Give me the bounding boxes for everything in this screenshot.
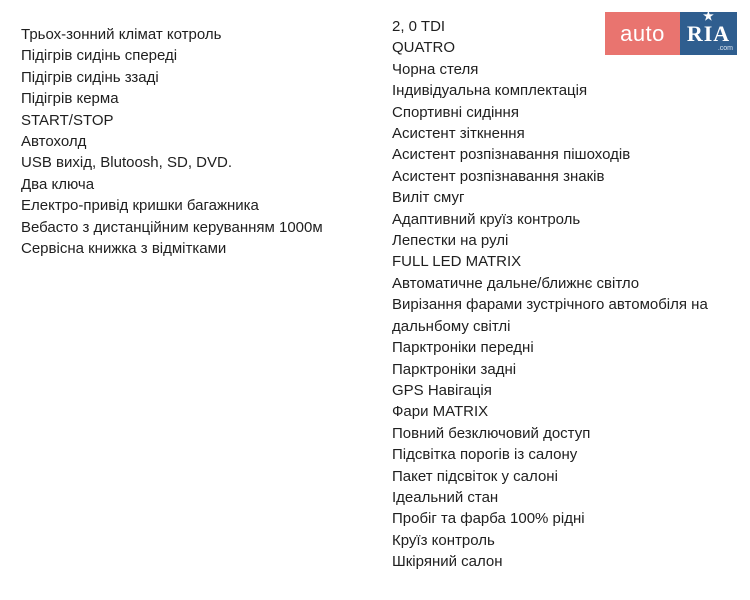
feature-item: 2, 0 TDI — [392, 18, 446, 35]
left-features-list — [21, 24, 348, 259]
feature-item: Фари MATRIX — [392, 403, 489, 421]
feature-item: Виліт смуг — [392, 189, 465, 207]
feature-item: Вебасто з дистанційним керуванням 1000м — [21, 218, 323, 236]
feature-item: Автоматичне дальне/ближнє світло — [392, 274, 640, 292]
logo-ria-part — [680, 9, 737, 55]
feature-item: Асистент розпізнавання знаків — [392, 167, 605, 185]
feature-item: Шкіряний салон — [392, 553, 503, 571]
feature-item: Пакет підсвіток у салоні — [392, 467, 558, 485]
feature-item: USB вихід, Blutoosh, SD, DVD. — [21, 154, 232, 172]
feature-item: Сервісна книжка з відмітками — [21, 240, 227, 258]
feature-item: Парктроніки задні — [392, 360, 517, 378]
feature-item: GPS Навігація — [392, 381, 492, 399]
feature-item: Електро-привід кришки багажника — [21, 197, 259, 215]
feature-item: FULL LED MATRIX — [392, 253, 522, 271]
feature-item: Адаптивний круїз контроль — [392, 210, 581, 228]
feature-item: Підігрів сидінь ззаді — [21, 68, 159, 86]
feature-item: Два ключа — [21, 175, 95, 193]
feature-item: Круїз контроль — [392, 531, 495, 549]
feature-item: Вирізання фарами зустрічного автомобіля на дальнбому світлі — [392, 296, 708, 335]
feature-item: Підігрів сидінь спереді — [21, 47, 178, 65]
feature-item: Трьох-зонний клімат котроль — [21, 26, 222, 43]
feature-item: Спортивні сидіння — [392, 103, 519, 121]
feature-item: Індивідуальна комплектація — [392, 82, 588, 100]
logo-ria-text: RIA — [686, 21, 731, 46]
feature-item: Повний безключовий доступ — [392, 424, 591, 442]
feature-item: Чорна стеля — [392, 60, 479, 78]
feature-item: Ідеальний стан — [392, 488, 499, 506]
feature-item: QUATRO — [392, 39, 456, 57]
feature-item: Асистент розпізнавання пішоходів — [392, 146, 631, 164]
feature-item: START/STOP — [21, 111, 114, 129]
logo-auto-part: auto — [605, 12, 680, 55]
feature-item: Підсвітка порогів із салону — [392, 446, 578, 464]
autoria-logo — [605, 9, 737, 55]
star-icon: ★ — [703, 9, 715, 23]
feature-item: Автохолд — [21, 133, 87, 151]
feature-item: Лепестки на рулі — [392, 232, 509, 250]
logo-domain-suffix: .com — [717, 45, 733, 52]
feature-item: Підігрів керма — [21, 90, 119, 108]
feature-item: Парктроніки передні — [392, 339, 534, 357]
feature-item: Пробіг та фарба 100% рідні — [392, 510, 585, 528]
feature-item: Асистент зіткнення — [392, 125, 525, 143]
right-features-list — [392, 16, 744, 573]
